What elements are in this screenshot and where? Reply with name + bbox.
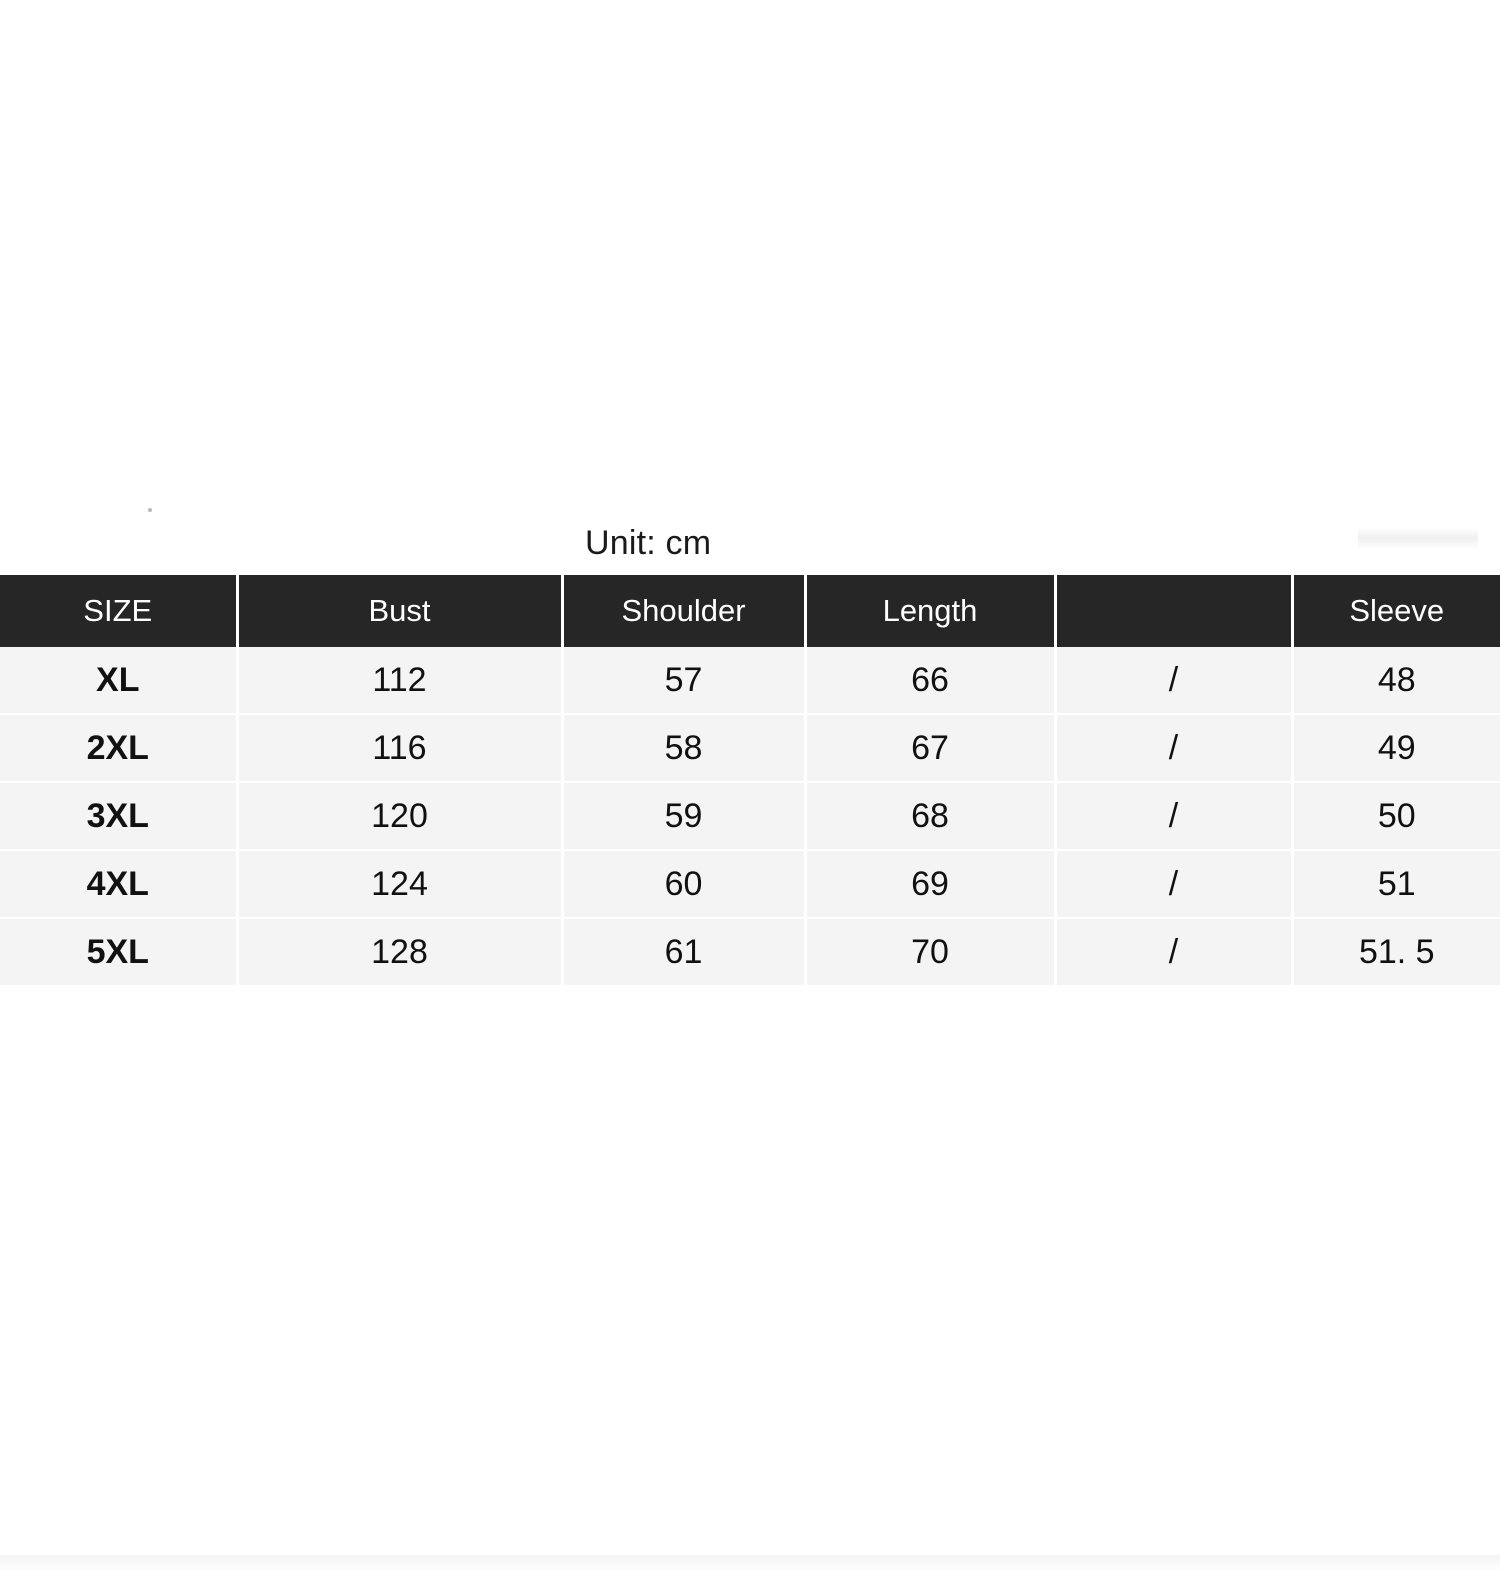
column-header-size: SIZE <box>0 575 237 647</box>
cell-length: 70 <box>805 918 1055 985</box>
column-header-length: Length <box>805 575 1055 647</box>
cell-blank: / <box>1055 850 1292 918</box>
cell-shoulder: 60 <box>562 850 805 918</box>
cropped-text-fragment <box>1358 528 1478 550</box>
cell-blank: / <box>1055 714 1292 782</box>
cell-bust: 120 <box>237 782 562 850</box>
cell-length: 66 <box>805 647 1055 714</box>
table-row <box>0 782 1500 850</box>
table-header <box>0 575 1500 647</box>
cell-size: 2XL <box>0 714 237 782</box>
column-header-shoulder: Shoulder <box>562 575 805 647</box>
cell-length: 67 <box>805 714 1055 782</box>
size-table-container <box>0 575 1500 985</box>
table-body <box>0 647 1500 985</box>
cell-size: 5XL <box>0 918 237 985</box>
cell-shoulder: 61 <box>562 918 805 985</box>
table-bottom-crop-fade <box>0 1555 1500 1573</box>
cell-sleeve: 51. 5 <box>1292 918 1500 985</box>
cell-sleeve: 51 <box>1292 850 1500 918</box>
table-header-row <box>0 575 1500 647</box>
cell-sleeve: 50 <box>1292 782 1500 850</box>
cell-bust: 124 <box>237 850 562 918</box>
cell-blank: / <box>1055 647 1292 714</box>
cell-length: 69 <box>805 850 1055 918</box>
cell-size: 4XL <box>0 850 237 918</box>
table-row <box>0 647 1500 714</box>
cell-sleeve: 48 <box>1292 647 1500 714</box>
cell-blank: / <box>1055 782 1292 850</box>
cell-sleeve: 49 <box>1292 714 1500 782</box>
cell-shoulder: 58 <box>562 714 805 782</box>
column-header-bust: Bust <box>237 575 562 647</box>
table-row <box>0 850 1500 918</box>
column-header-blank <box>1055 575 1292 647</box>
table-row <box>0 918 1500 985</box>
cell-shoulder: 57 <box>562 647 805 714</box>
column-header-sleeve: Sleeve <box>1292 575 1500 647</box>
size-table <box>0 575 1500 985</box>
cell-size: 3XL <box>0 782 237 850</box>
cell-blank: / <box>1055 918 1292 985</box>
cell-bust: 116 <box>237 714 562 782</box>
cell-bust: 112 <box>237 647 562 714</box>
cell-size: XL <box>0 647 237 714</box>
cell-bust: 128 <box>237 918 562 985</box>
image-speck <box>148 508 152 512</box>
cell-length: 68 <box>805 782 1055 850</box>
cell-shoulder: 59 <box>562 782 805 850</box>
table-row <box>0 714 1500 782</box>
unit-label: Unit: cm <box>585 524 712 562</box>
